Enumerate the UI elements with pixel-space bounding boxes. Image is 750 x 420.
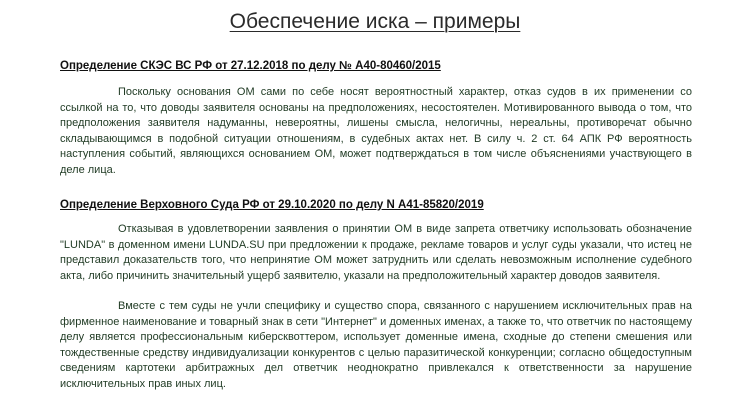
page-title: Обеспечение иска – примеры [229,10,521,33]
section-heading-skes: Определение СКЭС ВС РФ от 27.12.2018 по делу № А40-80460/2015 [60,60,441,72]
section-paragraph: Отказывая в удовлетворении заявления о принятии ОМ в виде запрета ответчику использовать обозначение "LUNDA" в доменном имени LUNDA.SU при предложении к продаже, рекламе товаров и услуг суды указали, что истец не представил доказательств того, что непринятие ОМ может затруднить или сделать невозможным исполнение судебного акта, либо причинить значительный ущерб заявителю, указали на предположительный характер доводов заявителя. [60,223,692,282]
section-paragraph: Поскольку основания ОМ сами по себе носят вероятностный характер, отказ судов в их применении со ссылкой на то, что доводы заявителя основаны на предположениях, несостоятелен. Мотивированного вывода о том, что предположения заявителя надуманны, невероятны, лишены смысла, нелогичны, нереальны, противоречат обычно складывающимся в подобной ситуации отношениям, в судебных актах нет. В силу ч. 2 ст. 64 АПК РФ вероятность наступления событий, являющихся основанием ОМ, может подтверждаться в том числе объяснениями участвующего в деле лица. [60,86,692,176]
section-heading-vs: Определение Верховного Суда РФ от 29.10.2020 по делу N А41-85820/2019 [60,199,484,211]
section-paragraph: Вместе с тем суды не учли специфику и существо спора, связанного с нарушением исключительных прав на фирменное наименование и товарный знак в сети "Интернет" и доменных именах, а также то, что ответчик по настоящему делу является профессиональным киберсквоттером, использует доменные имена, сходные до степени смешения или тождественные средству индивидуализации конкурентов с целью паразитической конкуренции; согласно общедоступным сведениям картотеки арбитражных дел ответчик неоднократно привлекался к ответственности за нарушение исключительных прав иных лиц. [60,300,692,390]
